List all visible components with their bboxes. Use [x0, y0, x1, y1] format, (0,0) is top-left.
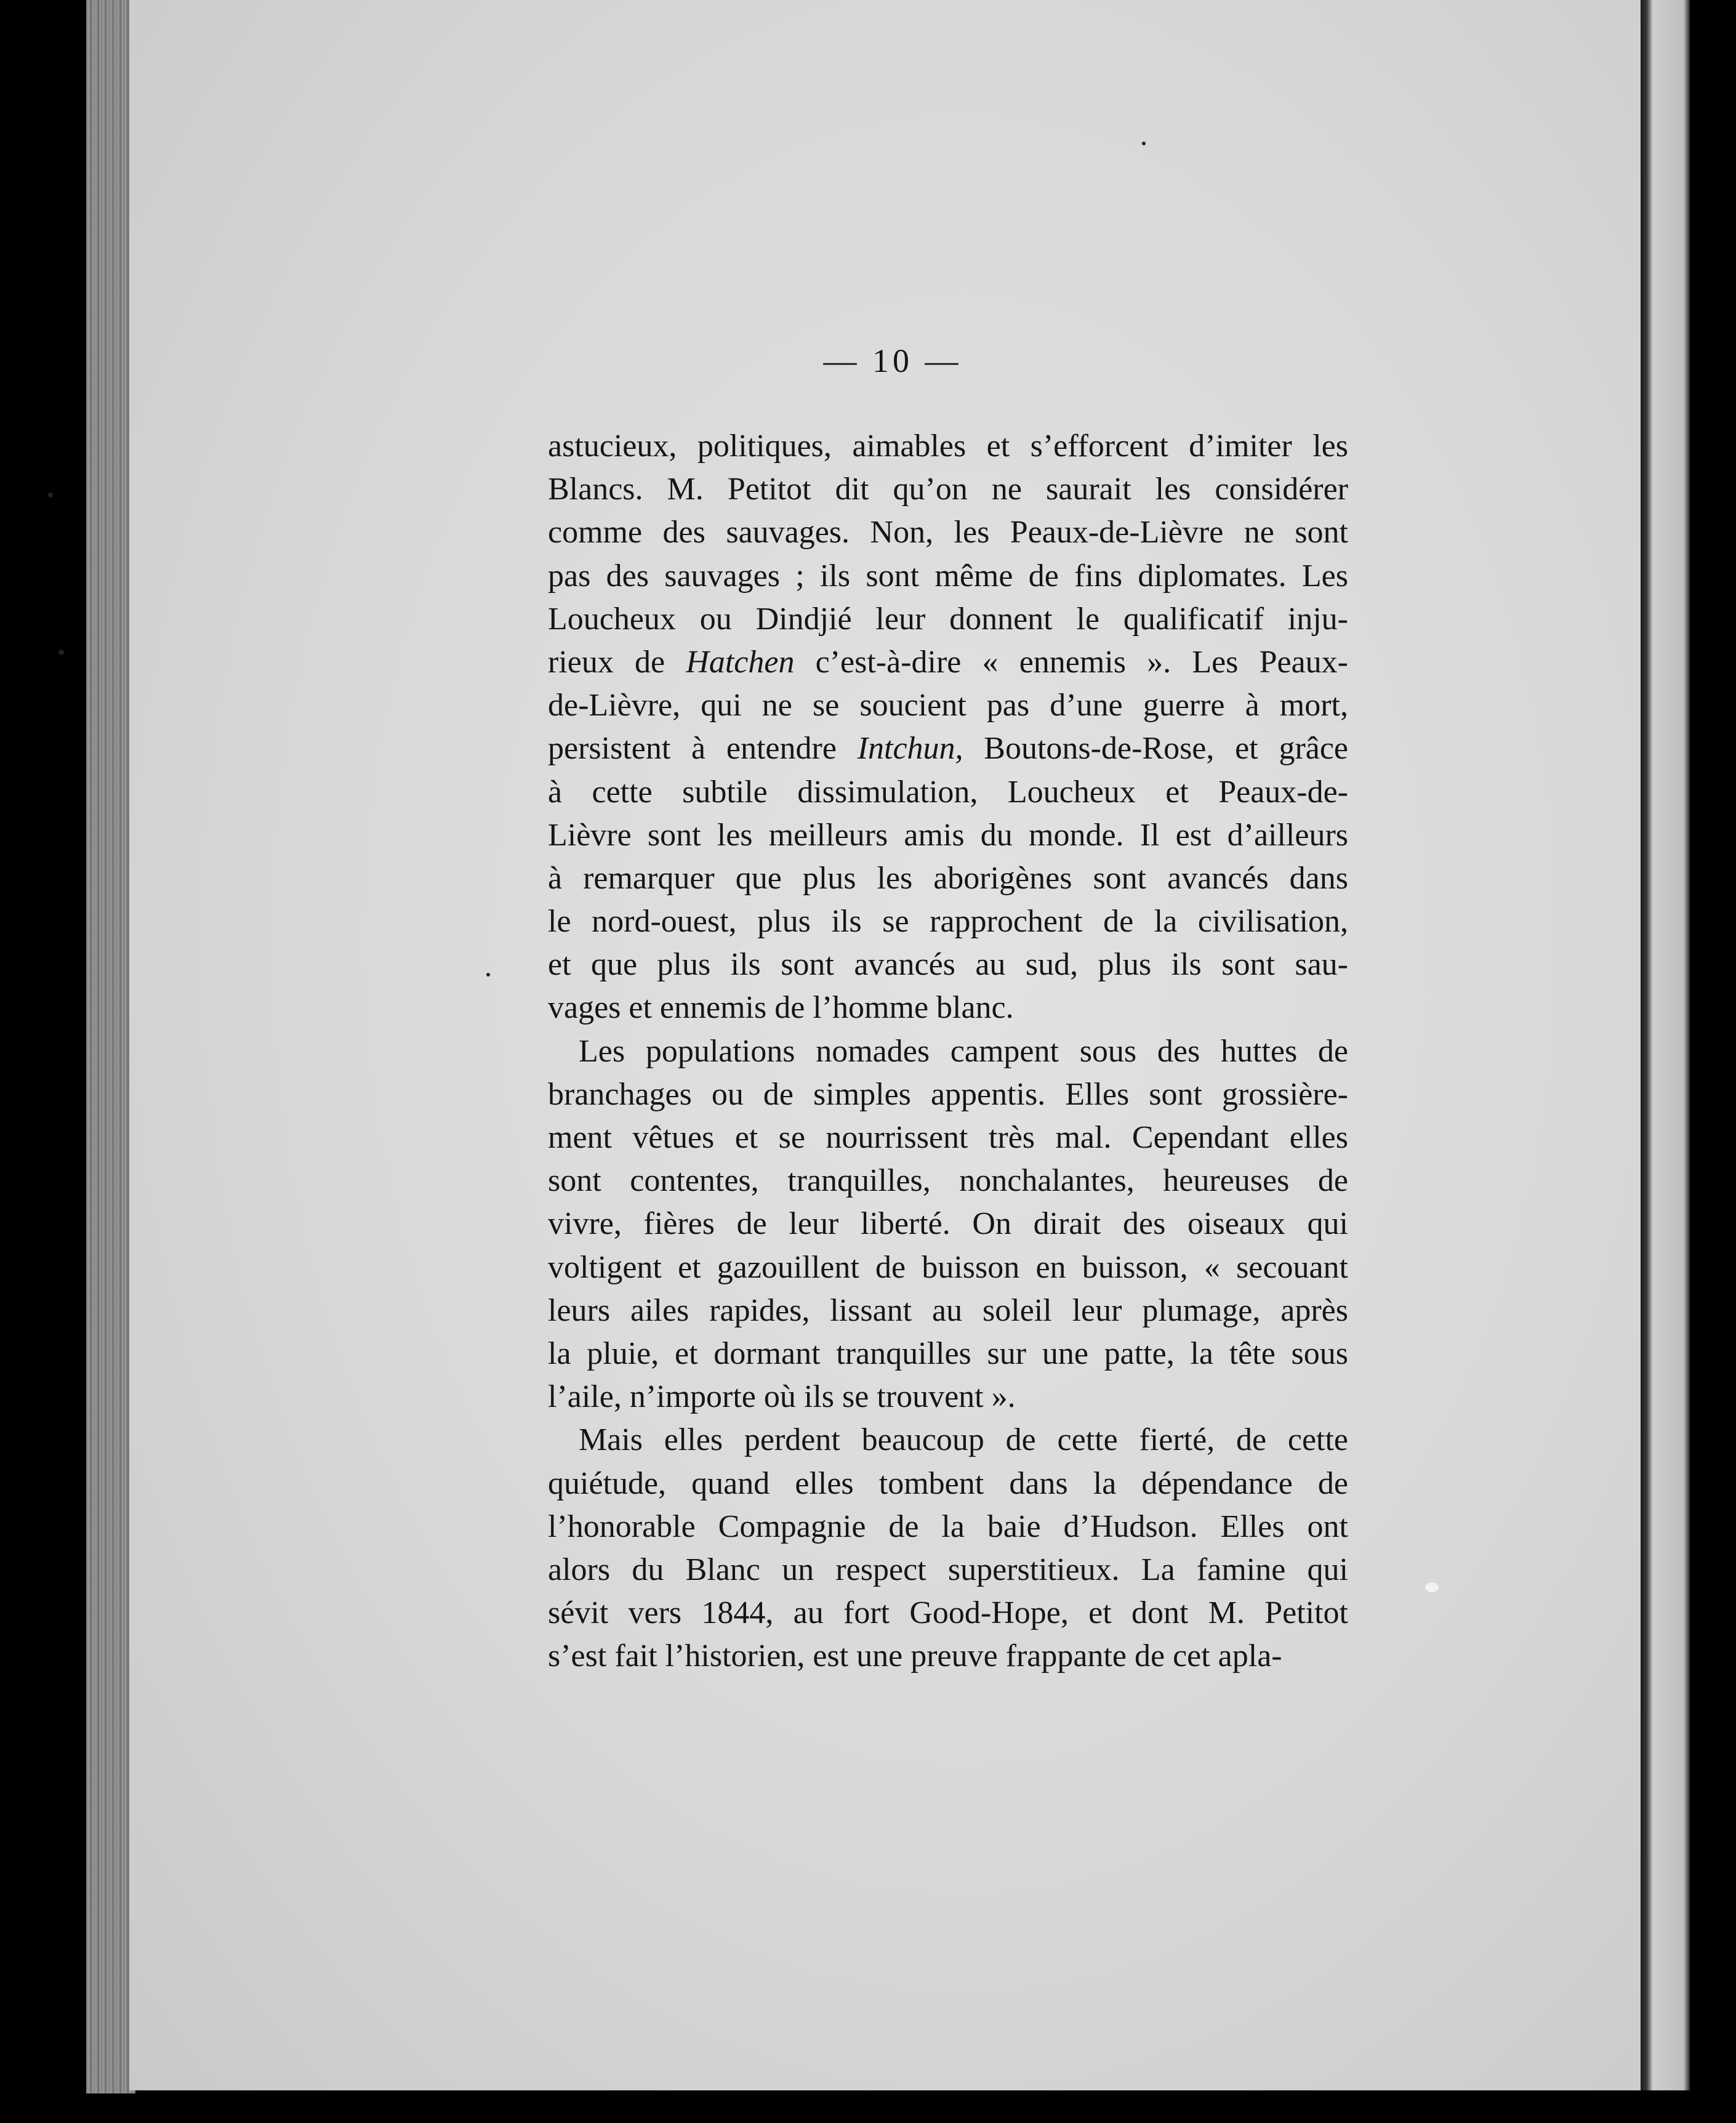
text-fragment: persistent à entendre: [548, 731, 858, 767]
page-number: — 10 —: [823, 342, 962, 379]
text-line: vivre, fières de leur liberté. On dirait des oiseaux qui: [548, 1206, 1348, 1242]
text-line: le nord-ouest, plus ils se rapprochent de la civilisation,: [548, 904, 1348, 940]
text-line: Mais elles perdent beaucoup de cette fierté, de cette: [579, 1422, 1348, 1458]
text-line: l’aile, n’importe où ils se trouvent ».: [548, 1379, 1016, 1415]
text-line: s’est fait l’historien, est une preuve frappante de cet apla-: [548, 1638, 1282, 1674]
italic-term: Intchun,: [857, 731, 963, 767]
text-line: voltigent et gazouillent de buisson en buisson, « secouant: [548, 1249, 1348, 1285]
text-line: sévit vers 1844, au fort Good-Hope, et dont M. Petitot: [548, 1595, 1348, 1631]
italic-term: Hatchen: [686, 644, 795, 680]
scan-speck: [1425, 1582, 1439, 1592]
text-line: astucieux, politiques, aimables et s’efforcent d’imiter les: [548, 429, 1348, 464]
paragraph: [548, 1419, 1348, 1678]
text-fragment: Boutons-de-Rose, et grâce: [963, 731, 1348, 767]
text-line: leurs ailes rapides, lissant au soleil leur plumage, après: [548, 1292, 1348, 1328]
body-text: [548, 425, 1348, 1678]
text-line: sont contentes, tranquilles, nonchalantes, heureuses de: [548, 1163, 1348, 1199]
text-line: pas des sauvages ; ils sont même de fins diplomates. Les: [548, 558, 1348, 594]
book-page-edges: [86, 0, 135, 2093]
text-line: et que plus ils sont avancés au sud, plus ils sont sau-: [548, 947, 1348, 983]
text-line: de-Lièvre, qui ne se soucient pas d’une guerre à mort,: [548, 688, 1348, 723]
scan-speck: [486, 973, 490, 977]
text-line: alors du Blanc un respect superstitieux. La famine qui: [548, 1552, 1348, 1587]
text-line: ment vêtues et se nourrissent très mal. Cependant elles: [548, 1120, 1348, 1155]
text-line: quiétude, quand elles tombent dans la dépendance de: [548, 1465, 1348, 1501]
scan-speck: [58, 650, 64, 655]
text-line: l’honorable Compagnie de la baie d’Hudson. Elles ont: [548, 1509, 1348, 1544]
text-line: [548, 727, 1348, 770]
text-line: branchages ou de simples appentis. Elles sont grossière-: [548, 1076, 1348, 1112]
text-line: vages et ennemis de l’homme blanc.: [548, 990, 1014, 1026]
text-line: comme des sauvages. Non, les Peaux-de-Lièvre ne sont: [548, 515, 1348, 550]
text-fragment: c’est-à-dire « ennemis ». Les Peaux-: [794, 644, 1348, 680]
text-line: à cette subtile dissimulation, Loucheux et Peaux-de-: [548, 774, 1348, 810]
paragraph: [548, 1030, 1348, 1419]
text-line: Lièvre sont les meilleurs amis du monde. Il est d’ailleurs: [548, 817, 1348, 853]
paragraph: [548, 425, 1348, 1030]
scan-speck: [1142, 142, 1146, 145]
scan-speck: [48, 493, 53, 498]
text-line: Les populations nomades campent sous des huttes de: [579, 1033, 1348, 1069]
text-line: Blancs. M. Petitot dit qu’on ne saurait les considérer: [548, 472, 1348, 507]
text-fragment: rieux de: [548, 644, 686, 680]
facing-page-edge: [1641, 0, 1690, 2090]
text-line: la pluie, et dormant tranquilles sur une patte, la tête sous: [548, 1335, 1348, 1371]
text-line: à remarquer que plus les aborigènes sont avancés dans: [548, 860, 1348, 896]
text-line: Loucheux ou Dindjié leur donnent le qualificatif inju-: [548, 601, 1348, 637]
text-line: [548, 641, 1348, 684]
